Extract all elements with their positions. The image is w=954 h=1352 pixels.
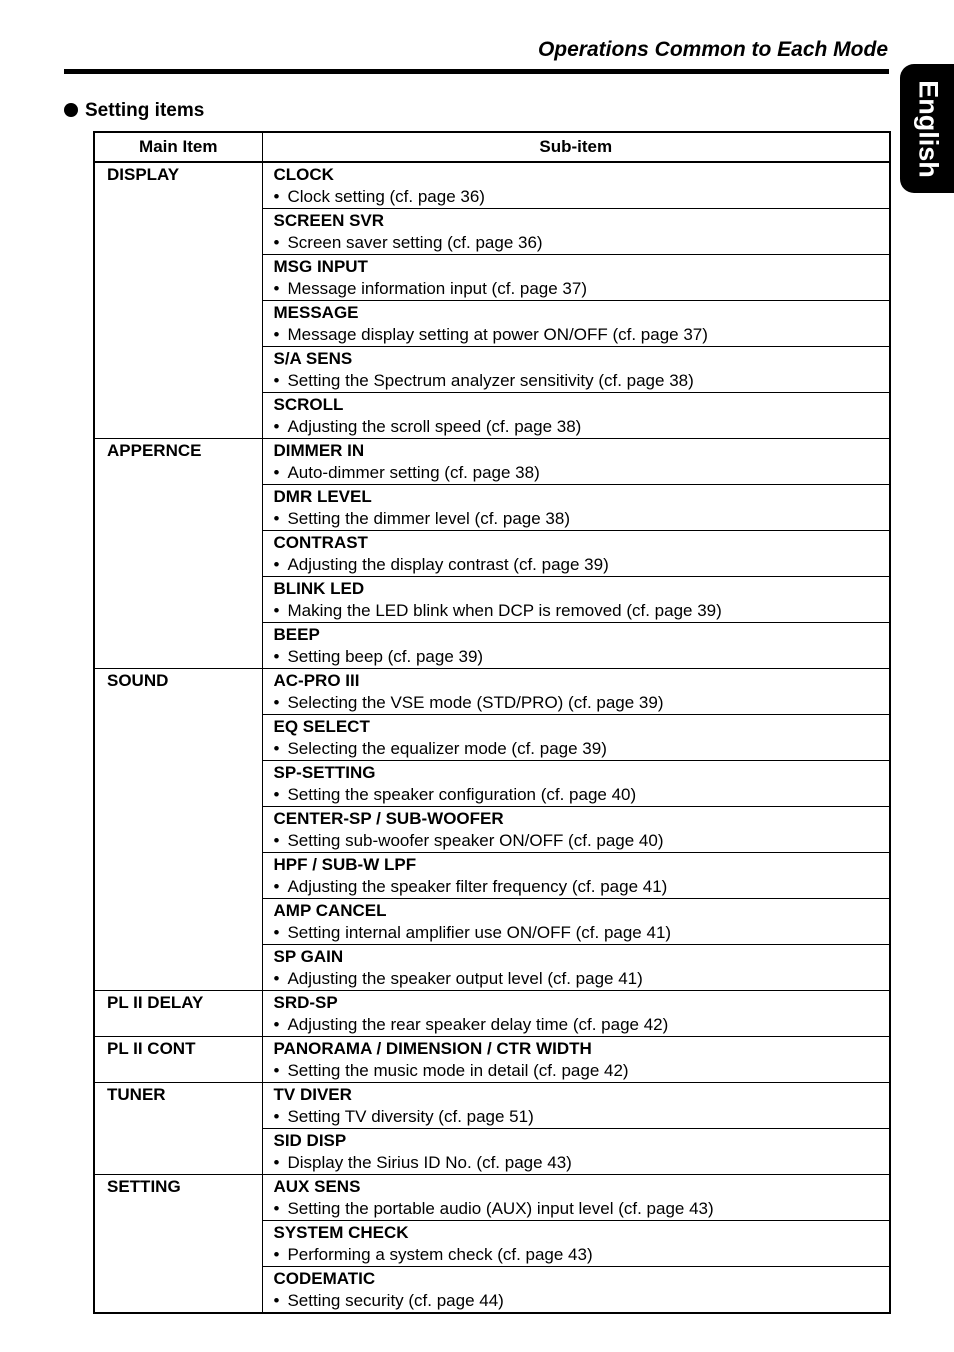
bullet-icon: • (273, 325, 280, 344)
page-header-title: Operations Common to Each Mode (537, 38, 888, 61)
sub-item-description: Setting the Spectrum analyzer sensitivity (cf. page 38) (287, 371, 694, 390)
sub-item-name: S/A SENS (273, 349, 353, 368)
sub-item-cell (262, 577, 890, 623)
sub-item-description: Screen saver setting (cf. page 36) (287, 233, 543, 252)
table-body (94, 162, 890, 1313)
bullet-icon (64, 103, 78, 117)
bullet-icon: • (273, 647, 280, 666)
sub-item-description: Setting security (cf. page 44) (287, 1291, 504, 1310)
bullet-icon: • (273, 785, 280, 804)
sub-item-description-line (274, 1106, 890, 1128)
table-row (94, 439, 890, 485)
sub-item-description-line (274, 876, 890, 898)
sub-item-cell (262, 1267, 890, 1314)
sub-item-cell (262, 623, 890, 669)
sub-item-cell (262, 485, 890, 531)
sub-item-name: PANORAMA / DIMENSION / CTR WIDTH (273, 1039, 592, 1058)
sub-item-cell (262, 945, 890, 991)
bullet-icon: • (273, 233, 280, 252)
sub-item-description-line (274, 324, 890, 346)
sub-item-name: SYSTEM CHECK (273, 1223, 409, 1242)
sub-item-description-line (274, 922, 890, 944)
sub-item-description-line (274, 738, 890, 760)
sub-item-description-line (274, 508, 890, 530)
main-item-cell: PL II CONT (94, 1037, 262, 1083)
sub-item-description-line (274, 1244, 890, 1266)
sub-item-name: CODEMATIC (273, 1269, 376, 1288)
table-header-row (94, 132, 890, 162)
bullet-icon: • (273, 693, 280, 712)
bullet-icon: • (273, 1291, 280, 1310)
sub-item-cell (262, 899, 890, 945)
sub-item-description: Clock setting (cf. page 36) (287, 187, 485, 206)
sub-item-name: CONTRAST (273, 533, 368, 552)
sub-item-description: Adjusting the rear speaker delay time (cf. page 42) (287, 1015, 669, 1034)
sub-item-description: Display the Sirius ID No. (cf. page 43) (287, 1153, 572, 1172)
sub-item-description: Setting the dimmer level (cf. page 38) (287, 509, 570, 528)
sub-item-description: Making the LED blink when DCP is removed (cf. page 39) (287, 601, 722, 620)
sub-item-cell (262, 301, 890, 347)
sub-item-name: SCROLL (273, 395, 344, 414)
sub-item-description-line (274, 692, 890, 714)
table-row (94, 1083, 890, 1129)
sub-item-description: Setting beep (cf. page 39) (287, 647, 484, 666)
sub-item-description-line (274, 1014, 890, 1036)
sub-item-name: SRD-SP (273, 993, 338, 1012)
sub-item-description-line (274, 1290, 890, 1312)
sub-item-cell (262, 1129, 890, 1175)
table-row (94, 1175, 890, 1221)
sub-item-name: SID DISP (273, 1131, 347, 1150)
sub-item-description-line (274, 186, 890, 208)
sub-item-description-line (274, 646, 890, 668)
sub-item-description: Adjusting the display contrast (cf. page 39) (287, 555, 609, 574)
sub-item-name: SP GAIN (273, 947, 344, 966)
header-rule (64, 69, 889, 74)
sub-item-description-line (274, 462, 890, 484)
table-row (94, 1037, 890, 1083)
sub-item-description-line (274, 830, 890, 852)
sub-item-cell (262, 209, 890, 255)
sub-item-cell (262, 1221, 890, 1267)
bullet-icon: • (273, 279, 280, 298)
language-tab-label: English (913, 79, 944, 178)
sub-item-description-line (274, 968, 890, 990)
sub-item-cell (262, 715, 890, 761)
main-item-cell: APPERNCE (94, 439, 262, 669)
sub-item-name: SCREEN SVR (273, 211, 385, 230)
sub-item-cell (262, 1037, 890, 1083)
sub-item-name: DIMMER IN (273, 441, 365, 460)
bullet-icon: • (273, 509, 280, 528)
sub-item-name: AC-PRO III (273, 671, 360, 690)
sub-item-cell (262, 1083, 890, 1129)
sub-item-cell (262, 347, 890, 393)
sub-item-name: DMR LEVEL (273, 487, 372, 506)
sub-item-description-line (274, 554, 890, 576)
sub-item-description-line (274, 416, 890, 438)
sub-item-name: HPF / SUB-W LPF (273, 855, 417, 874)
bullet-icon: • (273, 417, 280, 436)
sub-item-name: MSG INPUT (273, 257, 368, 276)
main-item-cell: SETTING (94, 1175, 262, 1314)
bullet-icon: • (273, 371, 280, 390)
sub-item-name: MESSAGE (273, 303, 359, 322)
section-heading (64, 100, 204, 122)
sub-item-name: TV DIVER (273, 1085, 352, 1104)
sub-item-description: Selecting the equalizer mode (cf. page 39) (287, 739, 607, 758)
bullet-icon: • (273, 601, 280, 620)
main-item-cell: PL II DELAY (94, 991, 262, 1037)
sub-item-description: Auto-dimmer setting (cf. page 38) (287, 463, 540, 482)
table-row (94, 991, 890, 1037)
column-header-main-item: Main Item (94, 132, 262, 162)
sub-item-name: EQ SELECT (273, 717, 370, 736)
table-row (94, 669, 890, 715)
sub-item-description-line (274, 370, 890, 392)
sub-item-description: Selecting the VSE mode (STD/PRO) (cf. page 39) (287, 693, 664, 712)
table-row (94, 162, 890, 209)
bullet-icon: • (273, 187, 280, 206)
column-header-sub-item: Sub-item (262, 132, 890, 162)
sub-item-cell (262, 393, 890, 439)
bullet-icon: • (273, 739, 280, 758)
sub-item-cell (262, 162, 890, 209)
sub-item-cell (262, 807, 890, 853)
sub-item-cell (262, 991, 890, 1037)
bullet-icon: • (273, 1245, 280, 1264)
main-item-cell: TUNER (94, 1083, 262, 1175)
language-tab (900, 64, 954, 193)
sub-item-description: Performing a system check (cf. page 43) (287, 1245, 593, 1264)
sub-item-cell (262, 669, 890, 715)
bullet-icon: • (273, 1015, 280, 1034)
bullet-icon: • (273, 463, 280, 482)
sub-item-description-line (274, 1060, 890, 1082)
section-heading-text: Setting items (85, 100, 205, 121)
bullet-icon: • (273, 1061, 280, 1080)
sub-item-cell (262, 255, 890, 301)
bullet-icon: • (273, 877, 280, 896)
sub-item-description: Setting the portable audio (AUX) input level (cf. page 43) (287, 1199, 714, 1218)
sub-item-description-line (274, 232, 890, 254)
bullet-icon: • (273, 1153, 280, 1172)
sub-item-name: CENTER-SP / SUB-WOOFER (273, 809, 504, 828)
bullet-icon: • (273, 923, 280, 942)
main-item-cell: SOUND (94, 669, 262, 991)
bullet-icon: • (273, 555, 280, 574)
sub-item-description: Setting internal amplifier use ON/OFF (cf. page 41) (287, 923, 672, 942)
bullet-icon: • (273, 1199, 280, 1218)
bullet-icon: • (273, 1107, 280, 1126)
sub-item-description: Message information input (cf. page 37) (287, 279, 588, 298)
sub-item-description-line (274, 600, 890, 622)
sub-item-description: Setting sub-woofer speaker ON/OFF (cf. page 40) (287, 831, 664, 850)
sub-item-description: Setting the music mode in detail (cf. page 42) (287, 1061, 629, 1080)
sub-item-name: BEEP (273, 625, 320, 644)
sub-item-name: BLINK LED (273, 579, 365, 598)
sub-item-description: Setting TV diversity (cf. page 51) (287, 1107, 534, 1126)
sub-item-description-line (274, 1198, 890, 1220)
sub-item-name: CLOCK (273, 165, 334, 184)
main-item-cell: DISPLAY (94, 162, 262, 439)
sub-item-description-line (274, 1152, 890, 1174)
bullet-icon: • (273, 831, 280, 850)
sub-item-cell (262, 531, 890, 577)
sub-item-description: Setting the speaker configuration (cf. page 40) (287, 785, 637, 804)
sub-item-description: Message display setting at power ON/OFF (cf. page 37) (287, 325, 708, 344)
sub-item-description-line (274, 784, 890, 806)
sub-item-name: SP-SETTING (273, 763, 376, 782)
sub-item-cell (262, 761, 890, 807)
sub-item-description-line (274, 278, 890, 300)
sub-item-cell (262, 439, 890, 485)
sub-item-description: Adjusting the speaker filter frequency (cf. page 41) (287, 877, 668, 896)
sub-item-description: Adjusting the scroll speed (cf. page 38) (287, 417, 582, 436)
setting-items-table (93, 131, 891, 1314)
bullet-icon: • (273, 969, 280, 988)
sub-item-cell (262, 853, 890, 899)
sub-item-description: Adjusting the speaker output level (cf. page 41) (287, 969, 643, 988)
sub-item-name: AMP CANCEL (273, 901, 387, 920)
sub-item-cell (262, 1175, 890, 1221)
sub-item-name: AUX SENS (273, 1177, 361, 1196)
